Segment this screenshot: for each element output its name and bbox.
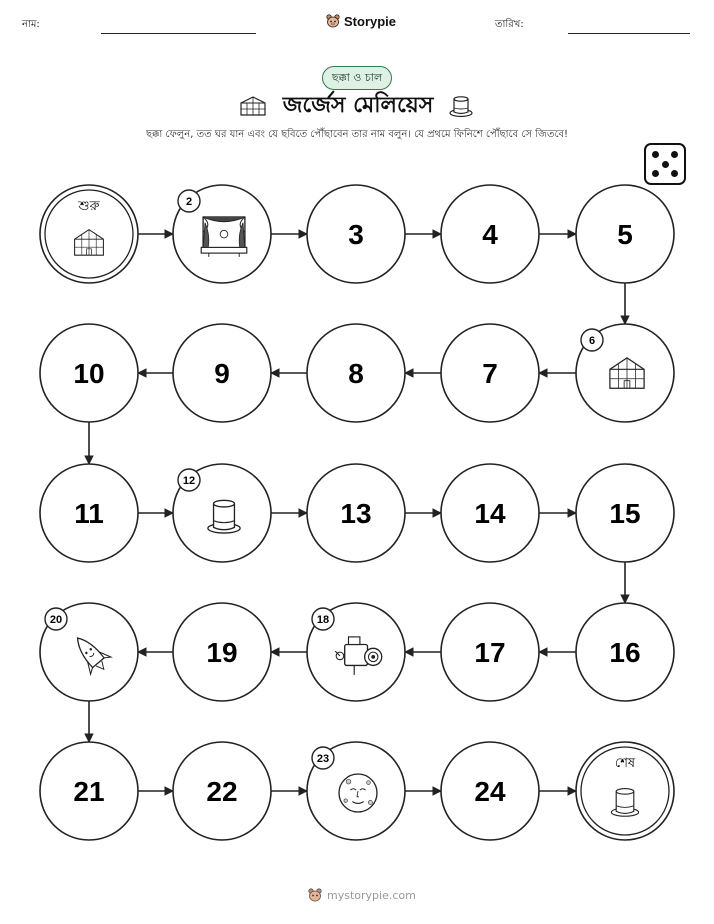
board-space	[40, 464, 138, 562]
space-number: 13	[340, 498, 372, 529]
board-space	[307, 185, 405, 283]
space-number: 23	[316, 753, 330, 765]
space-number: 20	[49, 614, 63, 626]
space-number: 3	[348, 219, 364, 250]
board-space	[441, 742, 539, 840]
footer-url[interactable]: mystorypie.com	[327, 888, 416, 902]
space-number: 11	[74, 498, 104, 529]
board-space	[441, 603, 539, 701]
space-number: 5	[617, 219, 633, 250]
footer	[308, 887, 416, 903]
space-number: 19	[206, 637, 238, 668]
space-number: 7	[482, 358, 498, 389]
finish-space	[576, 742, 674, 840]
name-label: নাম:	[22, 19, 40, 30]
space-number: 16	[609, 637, 641, 668]
space-number: 2	[185, 196, 193, 208]
board-space	[576, 603, 674, 701]
board-space	[576, 185, 674, 283]
moon-face-icon	[339, 774, 377, 812]
space-number: 10	[73, 358, 105, 389]
theater-stage-icon	[201, 217, 247, 257]
board-space	[576, 324, 674, 422]
date-label: তারিখ:	[495, 19, 524, 30]
space-number: 12	[182, 475, 196, 487]
space-number: 18	[316, 614, 330, 626]
game-type-tag: ছক্কা ও চাল	[322, 66, 392, 90]
space-number: 6	[588, 335, 596, 347]
finish-label: শেষ	[614, 756, 636, 771]
space-number: 15	[609, 498, 641, 529]
brand-name: Storypie	[344, 13, 397, 29]
board-space	[173, 324, 271, 422]
board-space	[307, 603, 405, 701]
board-space	[173, 603, 271, 701]
board-space	[173, 464, 271, 562]
start-space	[40, 185, 138, 283]
space-number: 8	[348, 358, 364, 389]
board-space	[307, 742, 405, 840]
space-number: 24	[474, 776, 506, 807]
board-space	[441, 185, 539, 283]
board-space	[40, 603, 138, 701]
space-number: 4	[482, 219, 498, 250]
board-space	[441, 464, 539, 562]
space-number: 21	[73, 776, 105, 807]
board-space	[173, 185, 271, 283]
board-space	[307, 464, 405, 562]
space-number: 17	[474, 637, 506, 668]
instructions: ছক্কা ফেলুন, তত ঘর যান এবং যে ছবিতে পৌঁছাবেন তার নাম বলুন। যে প্রথমে ফিনিশে পৌঁছাবে সে জিতবে!	[145, 129, 569, 140]
board-space	[40, 324, 138, 422]
storypie-mascot-icon	[308, 887, 322, 903]
board-space	[40, 742, 138, 840]
board-space	[576, 464, 674, 562]
space-number: 14	[474, 498, 506, 529]
board-space	[307, 324, 405, 422]
board-space	[441, 324, 539, 422]
page-title: জর্জেস মেলিয়েস	[282, 93, 434, 118]
space-number: 22	[206, 776, 238, 807]
board-space	[173, 742, 271, 840]
start-label: শুরু	[78, 199, 100, 214]
space-number: 9	[214, 358, 230, 389]
